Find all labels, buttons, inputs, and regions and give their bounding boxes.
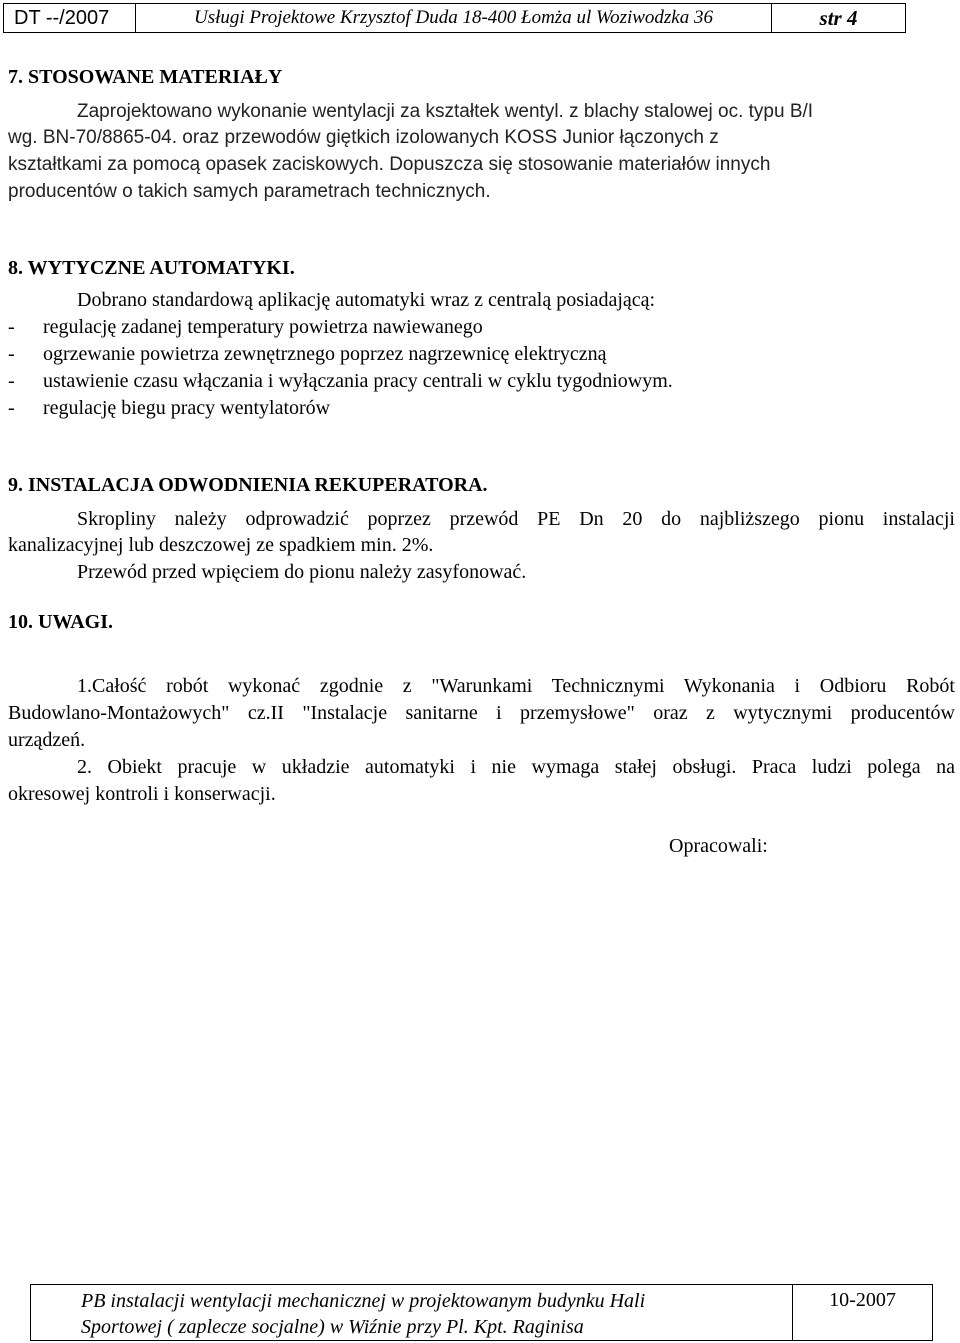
remark-1-line: 1.Całość robót wykonać zgodnie z "Warunkami Technicznymi Wykonania i Odbioru Robót bbox=[77, 675, 955, 697]
footer-line: PB instalacji wentylacji mechanicznej w projektowanym budynku Hali bbox=[81, 1290, 646, 1312]
list-bullet: - bbox=[8, 370, 15, 392]
header-doc-number: DT --/2007 bbox=[4, 4, 136, 32]
list-bullet: - bbox=[8, 343, 15, 365]
list-bullet: - bbox=[8, 316, 15, 338]
list-item-text: regulację biegu pracy wentylatorów bbox=[43, 397, 331, 419]
list-item-text: regulację zadanej temperatury powietrza nawiewanego bbox=[43, 316, 483, 338]
page-footer bbox=[30, 1284, 933, 1341]
section-7-line: wg. BN-70/8865-04. oraz przewodów giętkich izolowanych KOSS Junior łączonych z bbox=[8, 127, 719, 148]
page-header bbox=[3, 3, 906, 33]
list-item-text: ogrzewanie powietrza zewnętrznego poprzez nagrzewnicę elektryczną bbox=[43, 343, 607, 365]
list-item bbox=[8, 314, 483, 340]
list-bullet: - bbox=[8, 397, 15, 419]
section-9-line: Przewód przed wpięciem do pionu należy zasyfonować. bbox=[77, 561, 527, 583]
signature-label: Opracowali: bbox=[669, 835, 768, 857]
section-7-title: 7. STOSOWANE MATERIAŁY bbox=[8, 66, 283, 88]
section-9-line: Skropliny należy odprowadzić poprzez przewód PE Dn 20 do najbliższego pionu instalacji bbox=[77, 508, 955, 530]
list-item bbox=[8, 368, 673, 394]
list-item bbox=[8, 395, 331, 421]
section-10-title: 10. UWAGI. bbox=[8, 611, 114, 633]
section-9-title: 9. INSTALACJA ODWODNIENIA REKUPERATORA. bbox=[8, 474, 488, 496]
remark-1-line: Budowlano-Montażowych" cz.II "Instalacje sanitarne i przemysłowe" oraz z wytycznymi producentów bbox=[8, 702, 955, 724]
section-8-intro: Dobrano standardową aplikację automatyki wraz z centralą posiadającą: bbox=[77, 289, 656, 311]
header-page-number: str 4 bbox=[819, 5, 858, 30]
footer-date: 10-2007 bbox=[829, 1289, 896, 1311]
section-7-line: Zaprojektowano wykonanie wentylacji za kształtek wentyl. z blachy stalowej oc. typu B/I bbox=[77, 101, 814, 122]
section-7-line: producentów o takich samych parametrach technicznych. bbox=[8, 181, 491, 202]
remark-2-line: 2. Obiekt pracuje w układzie automatyki i nie wymaga stałej obsługi. Praca ludzi polega na bbox=[77, 756, 955, 778]
footer-line: Sportowej ( zaplecze socjalne) w Wiźnie przy Pl. Kpt. Raginisa bbox=[81, 1316, 584, 1338]
section-7-line: kształtkami za pomocą opasek zaciskowych. Dopuszcza się stosowanie materiałów innych bbox=[8, 154, 771, 175]
remark-2-line: okresowej kontroli i konserwacji. bbox=[8, 783, 276, 805]
list-item bbox=[8, 341, 607, 367]
header-company: Usługi Projektowe Krzysztof Duda 18-400 Łomża ul Woziwodzka 36 bbox=[136, 4, 772, 32]
list-item-text: ustawienie czasu włączania i wyłączania pracy centrali w cyklu tygodniowym. bbox=[43, 370, 673, 392]
section-8-title: 8. WYTYCZNE AUTOMATYKI. bbox=[8, 257, 295, 279]
footer-project-title bbox=[31, 1285, 793, 1340]
section-9-line: kanalizacyjnej lub deszczowej ze spadkiem min. 2%. bbox=[8, 534, 434, 556]
remark-1-line: urządzeń. bbox=[8, 729, 86, 751]
